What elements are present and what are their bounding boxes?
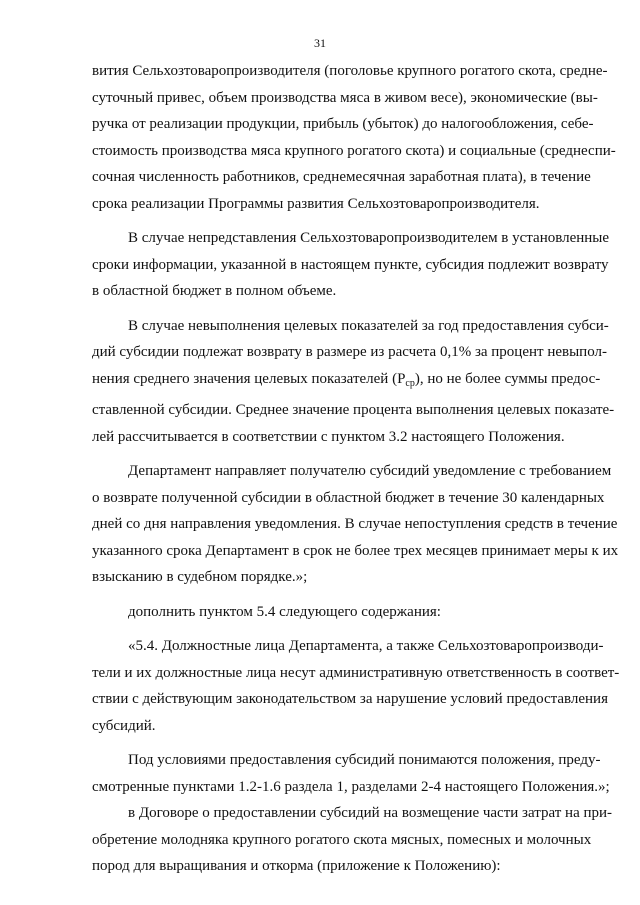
text-line: дней со дня направления уведомления. В случае непоступления средств в течение	[92, 516, 618, 532]
text-line: дополнить пунктом 5.4 следующего содержания:	[128, 603, 441, 620]
text-line: ручка от реализации продукции, прибыль (убыток) до налогообложения, себе-	[92, 116, 594, 132]
text-line: стоимость производства мяса крупного рогатого скота) и социальные (среднеспи-	[92, 142, 616, 159]
text-line: в Договоре о предоставлении субсидий на возмещение части затрат на при-	[128, 805, 613, 821]
text-line-tail: ), но не более суммы предос-	[414, 370, 601, 387]
text-line: «5.4. Должностные лица Департамента, а также Сельхозтоваропроизводи-	[128, 638, 604, 654]
document-body	[92, 58, 620, 880]
text-line-with-subscript	[92, 366, 601, 398]
text-line: лей рассчитывается в соответствии с пунктом 3.2 настоящего Положения.	[92, 428, 565, 445]
text-line: обретение молодняка крупного рогатого скота мясных, помесных и молочных	[92, 831, 592, 848]
paragraph-7	[92, 747, 610, 800]
paragraph-2	[92, 225, 610, 305]
paragraph-1	[92, 58, 616, 217]
text-line: суточный привес, объем производства мяса в живом весе), экономические (вы-	[92, 89, 598, 106]
text-line: тели и их должностные лица несут административную ответственность в соответ-	[92, 664, 620, 681]
text-line: сочная численность работников, среднемесячная заработная плата), в течение	[92, 169, 591, 185]
paragraph-8	[92, 800, 613, 880]
text-line: Под условиями предоставления субсидий понимаются положения, преду-	[128, 752, 601, 768]
text-line: Департамент направляет получателю субсидий уведомление с требованием	[128, 463, 612, 479]
text-line: срока реализации Программы развития Сельхозтоваропроизводителя.	[92, 195, 540, 212]
text-line: субсидий.	[92, 717, 156, 734]
subscript: ср	[405, 377, 415, 389]
text-line: о возврате полученной субсидии в областной бюджет в течение 30 календарных	[92, 489, 605, 506]
text-line: пород для выращивания и откорма (приложение к Положению):	[92, 858, 501, 874]
text-line: ставленной субсидии. Среднее значение процента выполнения целевых показате-	[92, 402, 615, 418]
paragraph-3	[92, 313, 615, 451]
text-line: сроки информации, указанной в настоящем пункте, субсидия подлежит возврату	[92, 256, 609, 273]
text-line: в областной бюджет в полном объеме.	[92, 283, 337, 299]
text-line: ствии с действующим законодательством за нарушение условий предоставления	[92, 691, 608, 707]
text-line: указанного срока Департамент в срок не более трех месяцев принимает меры к их	[92, 542, 619, 559]
text-line: взысканию в судебном порядке.»;	[92, 569, 308, 585]
page-number: 31	[314, 36, 326, 50]
text-line: В случае невыполнения целевых показателей за год предоставления субси-	[128, 317, 609, 334]
text-line: дий субсидии подлежат возврату в размере из расчета 0,1% за процент невыпол-	[92, 344, 607, 360]
text-line: В случае непредставления Сельхозтоваропроизводителем в установленные	[128, 230, 610, 246]
paragraph-6	[92, 633, 620, 739]
text-line: смотренные пунктами 1.2-1.6 раздела 1, разделами 2-4 настоящего Положения.»;	[92, 778, 610, 795]
paragraph-5	[92, 599, 576, 626]
paragraph-4	[92, 458, 619, 591]
text-line-head: нения среднего значения целевых показателей (P	[92, 370, 406, 387]
text-line: вития Сельхозтоваропроизводителя (поголовье крупного рогатого скота, средне-	[92, 63, 608, 79]
